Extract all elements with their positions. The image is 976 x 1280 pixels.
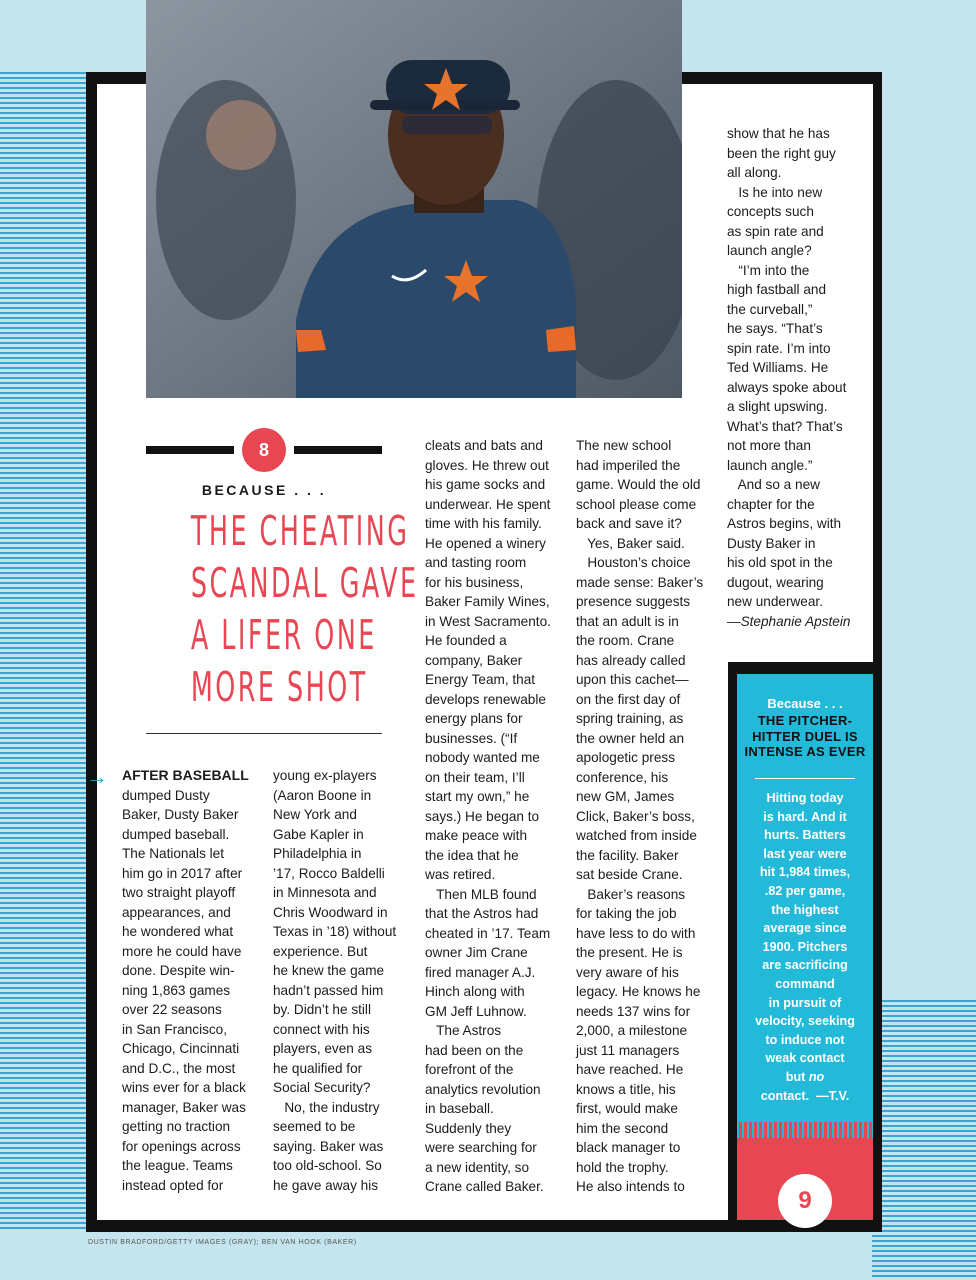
article-line: sat beside Crane.: [576, 867, 683, 882]
article-line: cheated in ’17. Team: [425, 925, 551, 941]
article-line: Baker Family Wines,: [425, 594, 550, 609]
article-line: No, the industry: [273, 1099, 380, 1115]
article-line: businesses. (“If: [425, 730, 518, 746]
sidebar-body: [737, 789, 873, 1105]
left-stripe-decoration: [0, 72, 88, 1232]
stripe-line: [872, 1160, 976, 1162]
headline-rule-right: [294, 446, 382, 454]
article-line: Texas in ’18) without: [273, 924, 397, 939]
stripe-line: [872, 1155, 976, 1157]
article-line: The Astros: [425, 1023, 502, 1038]
stripe-line: [872, 1240, 976, 1242]
article-line: always spoke about: [727, 379, 847, 395]
article-line: apologetic press: [576, 750, 675, 765]
sidebar-kicker: Because . . .: [767, 696, 843, 711]
article-line: start my own,” he: [425, 789, 530, 804]
sidebar-title-line: HITTER DUEL IS: [752, 728, 858, 744]
headline-line: A LIFER ONE: [190, 611, 377, 659]
article-line: in Minnesota and: [273, 885, 377, 900]
stripe-line: [872, 1180, 976, 1182]
article-column-4: [576, 436, 703, 1197]
stripe-line: [872, 1255, 976, 1257]
article-line: over 22 seasons: [122, 1002, 222, 1017]
article-line: He founded a: [425, 633, 507, 648]
stripe-line: [872, 1105, 976, 1107]
sidebar-line: in pursuit of: [768, 995, 842, 1010]
stripe-line: [872, 1130, 976, 1132]
stripe-line: [872, 1220, 976, 1222]
dusty-baker-photo: [146, 0, 682, 398]
article-line: that the Astros had: [425, 906, 539, 921]
article-line: Houston’s choice: [576, 555, 691, 570]
article-line: watched from inside: [576, 828, 697, 843]
article-line: The new school: [576, 438, 672, 453]
article-line: develops renewable: [425, 691, 546, 707]
article-line: show that he has: [727, 126, 830, 141]
stripe-line: [872, 1045, 976, 1047]
stripe-line: [872, 1095, 976, 1097]
article-line: the present. He is: [576, 945, 683, 960]
stripe-line: [872, 1085, 976, 1087]
article-line: Is he into new: [727, 184, 823, 200]
article-line: was retired.: [425, 867, 496, 882]
article-line: ning 1,863 games: [122, 982, 231, 998]
sidebar-title-line: THE PITCHER-: [757, 713, 853, 728]
article-line: by. Didn’t he still: [273, 1002, 371, 1017]
article-line: Astros begins, with: [727, 516, 842, 531]
article-column-2: [273, 766, 396, 1195]
stripe-line: [872, 1205, 976, 1207]
article-line: Click, Baker’s boss,: [576, 808, 695, 824]
headline-line: SCANDAL GAVE: [190, 559, 419, 607]
sidebar-line: command: [775, 976, 835, 991]
stripe-line: [872, 1080, 976, 1082]
article-line: hadn’t passed him: [273, 982, 384, 998]
article-line: the owner held an: [576, 730, 685, 746]
article-line: players, even as: [273, 1041, 372, 1056]
article-line: have reached. He: [576, 1062, 684, 1077]
article-line: for openings across: [122, 1138, 241, 1154]
because-kicker: BECAUSE . . .: [201, 482, 327, 498]
sidebar-line: the highest: [771, 902, 839, 917]
sidebar-line: hit 1,984 times,: [759, 865, 851, 880]
article-line: Baker’s reasons: [576, 886, 686, 902]
article-line: dugout, wearing: [727, 574, 824, 590]
article-line: cleats and bats and: [425, 438, 543, 453]
stripe-line: [872, 1275, 976, 1277]
sidebar-line: last year were: [763, 846, 847, 861]
stripe-line: [872, 1230, 976, 1232]
article-line: in San Francisco,: [122, 1021, 228, 1037]
sidebar-line: hurts. Batters: [764, 828, 846, 843]
article-line: seemed to be: [273, 1119, 356, 1134]
article-line: Yes, Baker said.: [576, 535, 685, 551]
stripe-line: [872, 1050, 976, 1052]
article-line: all along.: [727, 165, 782, 180]
article-line: make peace with: [425, 828, 528, 843]
article-line: manager, Baker was: [122, 1099, 246, 1115]
article-line: He also intends to: [576, 1179, 685, 1194]
article-line: a slight upswing.: [727, 399, 828, 414]
stripe-line: [872, 1030, 976, 1032]
article-line: in West Sacramento.: [425, 613, 551, 629]
article-line: experience. But: [273, 943, 368, 959]
headline-line: THE CHEATING: [190, 507, 410, 555]
article-line: young ex-players: [273, 768, 377, 783]
article-line: new underwear.: [727, 594, 823, 609]
headline-divider: [146, 733, 382, 734]
article-line: as spin rate and: [727, 223, 824, 239]
article-line: and tasting room: [425, 555, 527, 570]
article-line: a new identity, so: [425, 1159, 530, 1175]
stripe-line: [872, 1075, 976, 1077]
sidebar-line: 1900. Pitchers: [762, 939, 848, 954]
article-line: knows a title, his: [576, 1081, 676, 1097]
article-line: says.) He began to: [425, 808, 540, 824]
stripe-line: [872, 1100, 976, 1102]
article-line: presence suggests: [576, 594, 691, 609]
story-number-badge: 8: [242, 428, 286, 472]
article-line: have less to do with: [576, 925, 696, 941]
article-line: very aware of his: [576, 964, 679, 980]
article-line: Gabe Kapler in: [273, 826, 364, 842]
article-line: school please come: [576, 496, 697, 512]
article-line: concepts such: [727, 204, 814, 219]
stripe-line: [872, 1215, 976, 1217]
article-line: been the right guy: [727, 145, 836, 161]
stripe-line: [872, 1025, 976, 1027]
stripe-line: [872, 1150, 976, 1152]
stripe-line: [872, 1200, 976, 1202]
article-line: that an adult is in: [576, 613, 679, 629]
article-line: his game socks and: [425, 477, 546, 492]
headline-line: MORE SHOT: [190, 663, 368, 711]
article-line: legacy. He knows he: [576, 984, 701, 999]
stripe-line: [872, 1265, 976, 1267]
article-line: just 11 managers: [576, 1042, 680, 1058]
sidebar-line: Hitting today: [766, 791, 844, 805]
article-line: the league. Teams: [122, 1158, 233, 1173]
article-line: his old spot in the: [727, 555, 833, 570]
stripe-line: [872, 1210, 976, 1212]
article-line: two straight playoff: [122, 885, 236, 900]
sidebar-line: .82 per game,: [764, 883, 846, 898]
article-line: He opened a winery: [425, 535, 546, 551]
article-line: analytics revolution: [425, 1081, 541, 1097]
article-line: him the second: [576, 1120, 669, 1136]
next-story-number: 9: [778, 1174, 832, 1228]
stripe-line: [872, 1245, 976, 1247]
byline: —Stephanie Apstein: [727, 613, 851, 629]
article-line: Ted Williams. He: [727, 360, 829, 375]
article-line: appearances, and: [122, 904, 231, 920]
article-line: dumped Dusty: [122, 787, 210, 803]
stripe-line: [872, 1015, 976, 1017]
article-line: dumped baseball.: [122, 826, 230, 842]
article-line: (Aaron Boone in: [273, 787, 372, 803]
stripe-line: [872, 1165, 976, 1167]
article-line: in baseball.: [425, 1101, 494, 1116]
article-line: underwear. He spent: [425, 496, 551, 512]
sidebar-line: contact. —T.V.: [760, 1088, 850, 1103]
article-line: spring training, as: [576, 711, 684, 726]
article-column-1: [122, 766, 249, 1195]
article-line: Energy Team, that: [425, 672, 536, 687]
headline-rule-left: [146, 446, 234, 454]
article-line: has already called: [576, 652, 686, 668]
stripe-line: [872, 1065, 976, 1067]
article-line: on the first day of: [576, 691, 681, 707]
article-line: upon this cachet—: [576, 672, 689, 687]
stripe-line: [872, 1185, 976, 1187]
sidebar-line: average since: [763, 921, 847, 936]
article-line: first, would make: [576, 1101, 678, 1116]
stripe-line: [872, 1235, 976, 1237]
article-line: for taking the job: [576, 906, 677, 921]
sidebar-line: velocity, seeking: [755, 1014, 855, 1029]
article-line: launch angle.”: [727, 457, 813, 473]
article-line: fired manager A.J.: [425, 964, 536, 980]
article-line: nobody wanted me: [425, 750, 540, 765]
article-line: he wondered what: [122, 924, 234, 939]
stripe-line: [872, 1195, 976, 1197]
sidebar-line: is hard. And it: [763, 809, 847, 824]
article-line: him go in 2017 after: [122, 865, 243, 881]
article-line: gloves. He threw out: [425, 457, 549, 473]
right-stripe-decoration: [872, 0, 976, 1280]
article-line: on their team, I’ll: [425, 769, 525, 785]
stripe-line: [872, 1000, 976, 1002]
article-line: The Nationals let: [122, 846, 225, 861]
stripe-line: [872, 1020, 976, 1022]
stripe-line: [872, 1005, 976, 1007]
article-line: Dusty Baker in: [727, 535, 816, 551]
article-line: he says. “That’s: [727, 321, 823, 336]
article-line: Suddenly they: [425, 1120, 512, 1136]
sidebar-line: weak contact: [765, 1051, 845, 1066]
article-line: getting no traction: [122, 1119, 231, 1134]
stripe-line: [872, 1110, 976, 1112]
article-line: spin rate. I’m into: [727, 340, 831, 356]
article-line: connect with his: [273, 1021, 370, 1037]
article-line: Philadelphia in: [273, 846, 362, 861]
stripe-line: [872, 1145, 976, 1147]
article-line: ’17, Rocco Baldelli: [273, 865, 385, 881]
article-line: instead opted for: [122, 1177, 224, 1193]
article-line: and D.C., the most: [122, 1060, 236, 1076]
headline: [190, 505, 419, 713]
article-line: saying. Baker was: [273, 1138, 384, 1154]
lead-in: AFTER BASEBALL: [122, 767, 249, 783]
article-line: the idea that he: [425, 847, 519, 863]
stripe-line: [872, 1225, 976, 1227]
article-line: too old-school. So: [273, 1158, 382, 1173]
article-line: the room. Crane: [576, 633, 675, 648]
article-line: had imperiled the: [576, 457, 681, 473]
article-line: not more than: [727, 438, 811, 453]
article-line: conference, his: [576, 769, 669, 785]
stripe-line: [872, 1175, 976, 1177]
stripe-line: [872, 1115, 976, 1117]
article-line: for his business,: [425, 574, 524, 590]
article-line: black manager to: [576, 1140, 681, 1155]
stripe-line: [872, 1090, 976, 1092]
article-line: And so a new: [727, 477, 820, 492]
stripe-line: [872, 1125, 976, 1127]
stripe-line: [872, 1270, 976, 1272]
article-line: “I’m into the: [727, 262, 810, 278]
sidebar-title: [737, 713, 873, 760]
article-line: the facility. Baker: [576, 847, 679, 863]
stripe-line: [872, 1055, 976, 1057]
article-line: he qualified for: [273, 1060, 363, 1076]
stripe-line: [872, 1140, 976, 1142]
sidebar-line: but no: [785, 1069, 825, 1084]
article-line: company, Baker: [425, 652, 523, 668]
article-line: were searching for: [425, 1140, 537, 1155]
article-line: energy plans for: [425, 711, 523, 726]
article-line: game. Would the old: [576, 477, 701, 492]
article-line: launch angle?: [727, 243, 812, 258]
article-line: he gave away his: [273, 1177, 379, 1193]
article-line: What’s that? That’s: [727, 418, 843, 434]
article-line: Chicago, Cincinnati: [122, 1041, 240, 1056]
article-line: more he could have: [122, 943, 242, 959]
article-line: Hinch along with: [425, 984, 525, 999]
article-line: hold the trophy.: [576, 1159, 669, 1175]
article-column-3: [425, 436, 551, 1197]
article-line: Chris Woodward in: [273, 904, 388, 920]
stripe-line: [872, 1135, 976, 1137]
article-line: Baker, Dusty Baker: [122, 807, 239, 822]
stripe-line: [872, 1070, 976, 1072]
article-line: high fastball and: [727, 282, 827, 297]
article-column-5: [727, 124, 850, 631]
sidebar-line: to induce not: [765, 1032, 845, 1047]
article-line: made sense: Baker’s: [576, 574, 704, 590]
article-line: new GM, James: [576, 789, 675, 804]
arrow-right-icon: →: [86, 764, 108, 789]
stripe-line: [872, 1010, 976, 1012]
stripe-line: [872, 1040, 976, 1042]
article-line: chapter for the: [727, 496, 815, 512]
article-line: forefront of the: [425, 1062, 514, 1077]
article-line: Social Security?: [273, 1080, 371, 1095]
stripe-line: [872, 1060, 976, 1062]
article-line: time with his family.: [425, 516, 542, 531]
article-line: owner Jim Crane: [425, 945, 528, 960]
article-line: GM Jeff Luhnow.: [425, 1003, 527, 1019]
article-line: he knew the game: [273, 963, 385, 978]
sidebar-divider: [755, 778, 855, 779]
stripe-line: [872, 1170, 976, 1172]
article-line: needs 137 wins for: [576, 1003, 691, 1019]
article-line: 2,000, a milestone: [576, 1023, 688, 1038]
article-line: done. Despite win-: [122, 963, 235, 978]
photo-credit: DUSTIN BRADFORD/GETTY IMAGES (GRAY); BEN VAN HOOK (BAKER): [88, 1239, 357, 1246]
stripe-line: [872, 1260, 976, 1262]
article-line: the curveball,”: [727, 301, 813, 317]
article-line: Crane called Baker.: [425, 1179, 544, 1194]
stripe-line: [872, 1120, 976, 1122]
article-line: New York and: [273, 807, 357, 822]
article-line: back and save it?: [576, 516, 682, 531]
stripe-line: [872, 1190, 976, 1192]
article-line: Then MLB found: [425, 886, 537, 902]
sidebar-title-line: INTENSE AS EVER: [744, 744, 866, 759]
stripe-line: [872, 1035, 976, 1037]
stripe-line: [872, 1250, 976, 1252]
article-line: had been on the: [425, 1042, 524, 1058]
article-line: wins ever for a black: [122, 1080, 246, 1095]
sidebar-line: are sacrificing: [762, 958, 848, 973]
